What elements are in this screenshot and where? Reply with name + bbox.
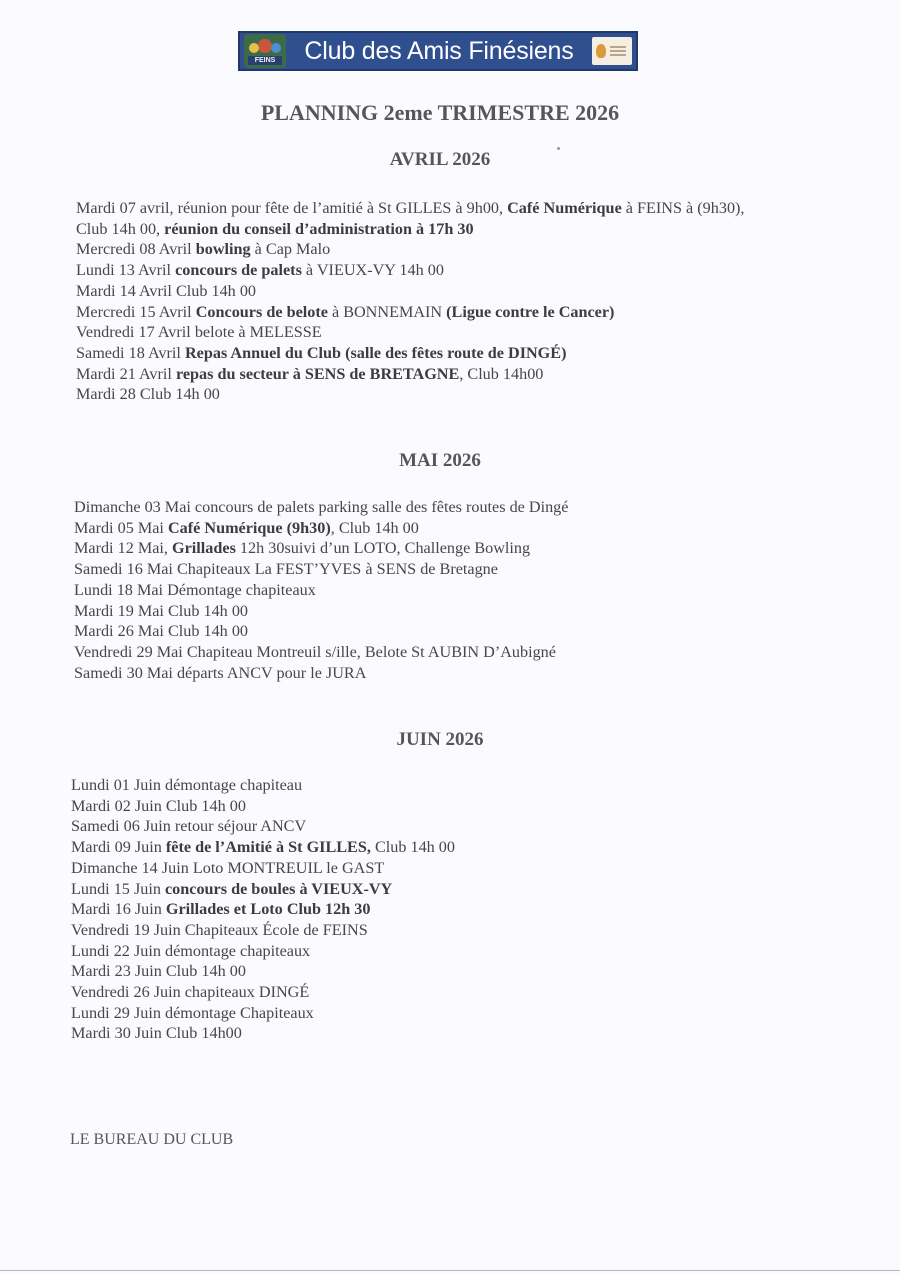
event-entry xyxy=(76,260,776,281)
event-entry xyxy=(74,642,794,663)
event-highlight: concours de palets xyxy=(175,261,302,280)
event-text: Lundi 01 Juin démontage chapiteau xyxy=(71,776,303,794)
event-entry xyxy=(71,899,791,920)
event-text: Vendredi 29 Mai Chapiteau Montreuil s/ille, Belote St AUBIN D’Aubigné xyxy=(74,642,556,661)
event-text: Samedi 30 Mai départs ANCV pour le JURA xyxy=(74,663,367,682)
event-text: Mardi 12 Mai, xyxy=(74,539,173,558)
event-entry xyxy=(76,322,776,343)
event-highlight: (Ligue contre le Cancer) xyxy=(446,302,615,321)
event-entry xyxy=(71,775,791,796)
event-entry xyxy=(76,198,776,239)
logo-text: FEINS xyxy=(248,56,282,65)
event-entry xyxy=(76,302,776,323)
event-entry xyxy=(74,580,794,601)
event-entry xyxy=(71,961,791,982)
event-text: Mardi 19 Mai Club 14h 00 xyxy=(74,601,249,620)
club-logo-icon xyxy=(244,34,286,68)
event-text: Samedi 06 Juin retour séjour ANCV xyxy=(71,817,307,836)
event-text: Dimanche 03 Mai concours de palets parking salle des fêtes routes de Dingé xyxy=(74,498,569,516)
event-entry xyxy=(74,518,794,539)
event-highlight: Café Numérique (9h30) xyxy=(167,518,331,537)
event-entry xyxy=(76,384,776,405)
event-text: à VIEUX-VY 14h 00 xyxy=(301,261,444,280)
event-entry xyxy=(71,920,791,941)
event-text: Mardi 07 avril, réunion pour fête de l’amitié à St GILLES à 9h00, xyxy=(76,199,508,217)
event-entry xyxy=(71,796,791,817)
event-entry xyxy=(71,941,791,962)
event-text: Lundi 13 Avril xyxy=(76,261,176,280)
event-text: Lundi 18 Mai Démontage chapiteaux xyxy=(74,580,316,599)
event-text: à BONNEMAIN xyxy=(327,302,447,321)
event-entry xyxy=(76,239,776,260)
event-entry xyxy=(74,621,794,642)
event-list-avril xyxy=(76,198,776,405)
event-text: Vendredi 26 Juin chapiteaux DINGÉ xyxy=(71,983,310,1002)
event-text: Mercredi 08 Avril xyxy=(76,240,196,259)
month-heading-avril: AVRIL 2026 xyxy=(389,149,491,170)
event-highlight: bowling xyxy=(195,240,251,259)
club-name: Club des Amis Finésiens xyxy=(304,37,574,65)
event-text: Samedi 18 Avril xyxy=(76,343,185,362)
event-entry xyxy=(71,1023,791,1044)
month-heading-mai: MAI 2026 xyxy=(399,450,481,471)
partner-logo-icon xyxy=(592,37,632,65)
event-text: Mardi 05 Mai xyxy=(74,518,168,537)
event-entry xyxy=(71,1003,791,1024)
event-highlight: Repas Annuel du Club (salle des fêtes route de DINGÉ) xyxy=(184,343,567,362)
event-text: , Club 14h 00 xyxy=(330,518,419,537)
event-text: Vendredi 19 Juin Chapiteaux École de FEINS xyxy=(71,920,368,939)
event-list-juin xyxy=(71,775,791,1044)
event-entry xyxy=(74,497,794,518)
month-heading-juin: JUIN 2026 xyxy=(396,729,484,750)
event-entry xyxy=(71,816,791,837)
event-text: Lundi 29 Juin démontage Chapiteaux xyxy=(71,1003,314,1022)
event-text: 12h 30suivi d’un LOTO, Challenge Bowling xyxy=(235,539,531,558)
event-highlight: fête de l’Amitié à St GILLES, xyxy=(165,838,371,857)
event-entry xyxy=(76,281,776,302)
event-text: Lundi 22 Juin démontage chapiteaux xyxy=(71,941,311,960)
event-text: à Cap Malo xyxy=(250,240,331,259)
event-highlight: Café Numérique xyxy=(507,199,622,217)
event-list-mai xyxy=(74,497,794,683)
event-highlight: Concours de belote xyxy=(195,302,328,321)
page-edge-divider xyxy=(0,1270,900,1271)
event-text: Vendredi 17 Avril belote à MELESSE xyxy=(76,323,322,342)
event-highlight: concours de boules à VIEUX-VY xyxy=(164,879,393,898)
event-entry xyxy=(71,837,791,858)
event-entry xyxy=(74,559,794,580)
page-title: PLANNING 2eme TRIMESTRE 2026 xyxy=(260,100,620,125)
event-text: Mardi 14 Avril Club 14h 00 xyxy=(76,281,257,300)
event-text: Club 14h 00 xyxy=(370,838,455,857)
event-entry xyxy=(76,364,776,385)
event-entry xyxy=(71,858,791,879)
event-entry xyxy=(74,601,794,622)
footer-signature: LE BUREAU DU CLUB xyxy=(70,1131,234,1148)
event-entry xyxy=(76,343,776,364)
event-text: Mardi 30 Juin Club 14h00 xyxy=(71,1024,242,1043)
event-highlight: réunion du conseil d’administration à 17h 30 xyxy=(164,219,474,238)
club-banner xyxy=(238,31,638,71)
event-entry xyxy=(71,879,791,900)
event-text: Mardi 26 Mai Club 14h 00 xyxy=(74,622,249,641)
event-text: Mardi 21 Avril xyxy=(76,364,176,383)
event-text: Mardi 16 Juin xyxy=(71,900,166,919)
event-text: , Club 14h00 xyxy=(459,364,544,383)
event-text: à FEINS à (9h30), Club 14h 00, xyxy=(76,199,745,238)
event-highlight: Grillades xyxy=(172,539,236,558)
event-text: Mardi 02 Juin Club 14h 00 xyxy=(71,796,246,815)
event-text: Mardi 23 Juin Club 14h 00 xyxy=(71,962,246,981)
event-text: Mercredi 15 Avril xyxy=(76,302,196,321)
event-text: Dimanche 14 Juin Loto MONTREUIL le GAST xyxy=(71,858,385,877)
event-entry xyxy=(74,538,794,559)
event-entry xyxy=(71,982,791,1003)
event-text: Mardi 28 Club 14h 00 xyxy=(76,385,220,404)
event-highlight: Grillades et Loto Club 12h 30 xyxy=(165,900,371,919)
event-highlight: repas du secteur à SENS de BRETAGNE xyxy=(175,364,460,383)
event-text: Lundi 15 Juin xyxy=(71,879,165,898)
event-text: Samedi 16 Mai Chapiteaux La FEST’YVES à SENS de Bretagne xyxy=(74,560,498,579)
event-entry xyxy=(74,663,794,684)
event-text: Mardi 09 Juin xyxy=(71,838,166,857)
